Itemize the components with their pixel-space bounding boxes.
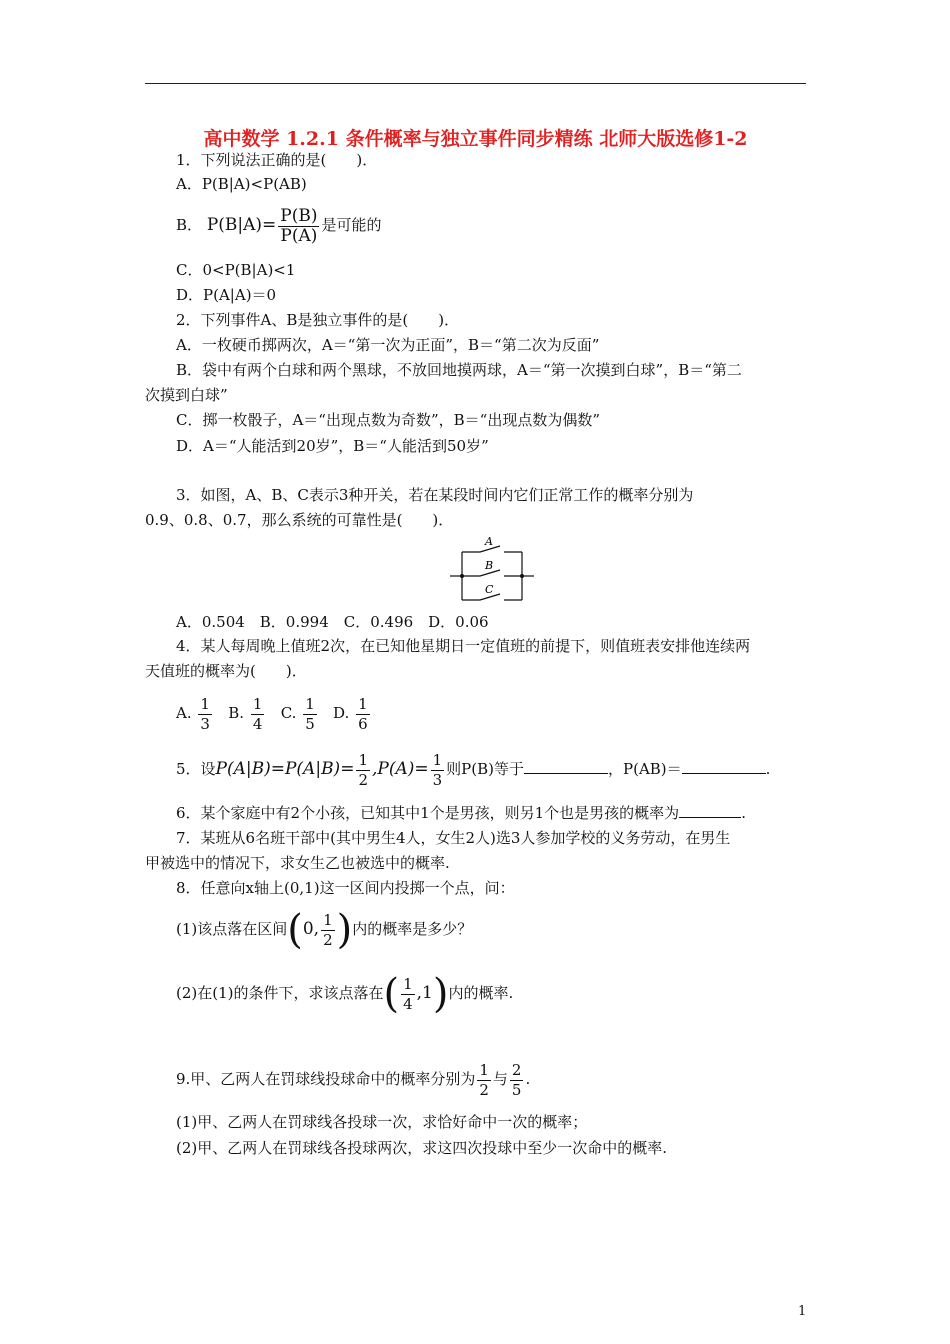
- q3-stem-line1: 3．如图，A、B、C表示3种开关，若在某段时间内它们正常工作的概率分别为: [176, 486, 694, 504]
- switch-circuit-diagram: [448, 536, 536, 604]
- fraction-denominator: 5: [305, 714, 315, 733]
- q9-fraction-2: [510, 1061, 524, 1100]
- document-title: 高中数学 1.2.1 条件概率与独立事件同步精练 北师大版选修1-2: [203, 128, 748, 150]
- q8-part2-suffix: 内的概率.: [448, 984, 514, 1002]
- q4-option-d-fraction: [356, 695, 370, 734]
- q2-option-b-line2: 次摸到白球”: [145, 386, 228, 404]
- left-paren: (: [287, 907, 303, 953]
- fraction-numerator: 1: [358, 750, 368, 769]
- q4-option-b-fraction: [251, 695, 265, 734]
- q6-text: 6．某个家庭中有2个小孩，已知其中1个是男孩，则另1个也是男孩的概率为: [176, 804, 680, 822]
- fraction-denominator: 6: [358, 714, 368, 733]
- q1-option-a: A．P(B|A)<P(AB): [176, 175, 307, 193]
- answer-blank: [682, 759, 766, 774]
- answer-blank: [524, 759, 608, 774]
- right-paren: ): [336, 907, 353, 953]
- fraction-denominator: P(A): [280, 225, 318, 246]
- q5-mid: 则P(B)等于: [446, 760, 524, 778]
- q5-expr1: P(A|B)=P(A|B)=: [215, 759, 355, 779]
- q4-option-b-label: B.: [228, 704, 245, 722]
- q9-mid: 与: [492, 1070, 508, 1088]
- q8-part2: [176, 970, 513, 1016]
- q4-options: [176, 690, 372, 736]
- q6-end: .: [741, 804, 746, 822]
- fraction-numerator: 1: [252, 694, 263, 713]
- q9-stem-text: 9.甲、乙两人在罚球线投球命中的概率分别为: [176, 1070, 476, 1088]
- q1-option-b-lhs: P(B|A)=: [206, 215, 277, 235]
- q7-line2: 甲被选中的情况下，求女生乙也被选中的概率.: [145, 854, 450, 872]
- q1-option-b-label: B．: [176, 216, 203, 234]
- q8-part2-fraction: [401, 975, 415, 1014]
- q2-option-d: D．A＝“人能活到20岁”，B＝“人能活到50岁”: [176, 437, 489, 455]
- q1-stem: 1．下列说法正确的是( )．: [176, 151, 378, 169]
- q9-part1: (1)甲、乙两人在罚球线各投球一次，求恰好命中一次的概率；: [176, 1113, 588, 1131]
- switch-c-label: C: [485, 583, 494, 596]
- q4-stem-line2: 天值班的概率为( )．: [145, 662, 307, 680]
- q7-line1: 7．某班从6名班干部中(其中男生4人，女生2人)选3人参加学校的义务劳动，在男生: [176, 829, 731, 847]
- q8-stem: 8．任意向x轴上(0,1)这一区间内投掷一个点，问：: [176, 879, 515, 897]
- q3-options: A．0.504 B．0.994 C．0.496 D．0.06: [176, 613, 489, 631]
- q2-option-b-line1: B．袋中有两个白球和两个黑球，不放回地摸两球，A＝“第一次摸到白球”，B＝“第二: [176, 361, 742, 379]
- fraction-denominator: 3: [432, 770, 443, 789]
- right-paren: ): [432, 971, 449, 1017]
- fraction-denominator: 2: [479, 1080, 489, 1099]
- q1-option-d: D．P(A|A)＝0: [176, 286, 277, 304]
- switch-a-label: A: [485, 536, 493, 548]
- fraction-denominator: 2: [358, 770, 368, 789]
- q8-part1-left: 0,: [302, 919, 320, 939]
- switch-b-label: B: [485, 559, 494, 572]
- q2-option-a: A．一枚硬币掷两次，A＝“第一次为正面”，B＝“第二次为反面”: [176, 336, 600, 354]
- fraction-numerator: P(B): [280, 205, 318, 226]
- q8-part1-suffix: 内的概率是多少？: [352, 920, 473, 938]
- q1-option-c: C．0<P(B|A)<1: [176, 261, 296, 279]
- fraction-numerator: 1: [403, 974, 413, 993]
- q4-stem-line1: 4．某人每周晚上值班2次，在已知他星期日一定值班的前提下，则值班表安排他连续两: [176, 637, 751, 655]
- q5-fraction-1: [356, 751, 370, 790]
- fraction-denominator: 3: [200, 714, 210, 733]
- header-rule: [145, 83, 806, 84]
- q5-end: .: [765, 760, 771, 778]
- q4-option-d-label: D.: [333, 704, 350, 722]
- q8-part1-prefix: (1)该点落在区间: [176, 920, 288, 938]
- fraction-numerator: 1: [200, 694, 210, 713]
- q3-stem-line2: 0.9、0.8、0.7，那么系统的可靠性是( )．: [145, 511, 454, 529]
- q9-end: .: [525, 1070, 531, 1088]
- page-number: 1: [798, 1304, 807, 1319]
- q8-part2-right: ,1: [416, 983, 433, 1003]
- fraction-numerator: 1: [305, 694, 315, 713]
- q2-option-c: C．掷一枚骰子，A＝“出现点数为奇数”，B＝“出现点数为偶数”: [176, 411, 601, 429]
- fraction-numerator: 1: [323, 910, 333, 929]
- fraction-denominator: 2: [323, 930, 333, 949]
- fraction-numerator: 1: [432, 750, 443, 769]
- q5-expr2: ,P(A)=: [371, 759, 429, 779]
- q9-part2: (2)甲、乙两人在罚球线各投球两次，求这四次投球中至少一次命中的概率.: [176, 1139, 668, 1157]
- q8-part1: [176, 906, 472, 952]
- q9-stem: [176, 1056, 530, 1102]
- fraction-numerator: 2: [511, 1060, 522, 1079]
- q5-line: [176, 746, 770, 792]
- q5-fraction-2: [431, 751, 445, 790]
- q4-option-c-label: C.: [280, 704, 297, 722]
- q5-sep: ，P(AB)＝: [608, 760, 682, 778]
- q1-option-b-suffix: 是可能的: [321, 216, 382, 234]
- q1-option-b: [176, 202, 381, 248]
- q2-stem: 2．下列事件A、B是独立事件的是( )．: [176, 311, 460, 329]
- q8-part2-prefix: (2)在(1)的条件下，求该点落在: [176, 984, 384, 1002]
- q6-line: [176, 803, 746, 823]
- fraction-numerator: 1: [358, 694, 368, 713]
- q1-option-b-fraction: [278, 207, 319, 246]
- answer-blank: [679, 803, 741, 818]
- q8-part1-fraction: [321, 911, 335, 950]
- fraction-denominator: 5: [511, 1080, 522, 1099]
- q9-fraction-1: [477, 1061, 491, 1100]
- fraction-denominator: 4: [403, 994, 413, 1013]
- fraction-numerator: 1: [479, 1060, 489, 1079]
- q4-option-a-label: A.: [176, 704, 192, 722]
- left-paren: (: [383, 971, 400, 1017]
- q5-prefix: 5．设: [176, 760, 216, 778]
- q4-option-c-fraction: [303, 695, 317, 734]
- fraction-denominator: 4: [252, 714, 263, 733]
- q4-option-a-fraction: [198, 695, 212, 734]
